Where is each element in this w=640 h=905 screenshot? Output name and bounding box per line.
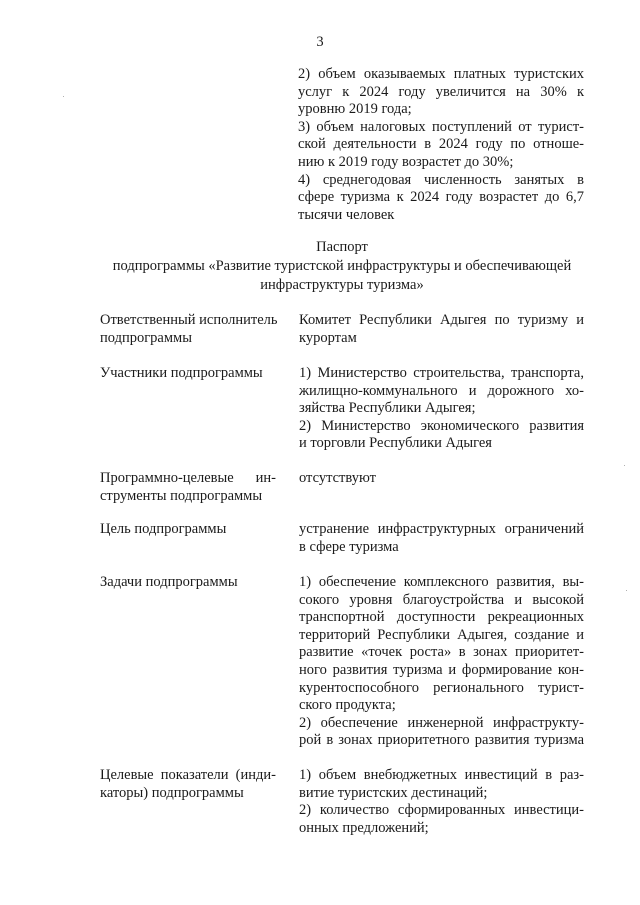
row-value bbox=[299, 767, 584, 837]
scan-speck bbox=[626, 590, 627, 591]
row-label-line: подпрограммы bbox=[100, 329, 192, 346]
heading-title: Паспорт bbox=[316, 239, 368, 255]
row-label-line: струменты подпрограммы bbox=[100, 487, 263, 504]
row-value-line: 2) Министерство экономического развития bbox=[299, 417, 584, 434]
row-value bbox=[299, 470, 584, 488]
row-value-line: и торговли Республики Адыгея bbox=[299, 435, 492, 452]
row-value-line: ного развития туризма и формирование кон- bbox=[299, 661, 584, 678]
intro-line: 3) объем налоговых поступлений от турист- bbox=[298, 118, 584, 135]
row-value-line: 1) объем внебюджетных инвестиций в раз- bbox=[299, 767, 584, 783]
page-number: 3 bbox=[316, 34, 324, 50]
scan-speck bbox=[624, 465, 625, 466]
row-value-line: транспортной доступности рекреационных bbox=[299, 609, 584, 626]
row-value-line: территорий Республики Адыгея, создание и bbox=[299, 626, 584, 643]
row-label-line: Участники подпрограммы bbox=[100, 365, 263, 381]
intro-line: 4) среднегодовая численность занятых в bbox=[298, 171, 584, 188]
passport-heading bbox=[100, 238, 584, 295]
row-value-line: зяйства Республики Адыгея; bbox=[299, 400, 476, 417]
intro-line: услуг к 2024 году увеличится на 30% к bbox=[298, 83, 584, 100]
row-value-line: отсутствуют bbox=[299, 470, 376, 486]
row-value-line: рой в зонах приоритетного развития туризма bbox=[299, 732, 584, 749]
row-label-line: Целевые показатели (инди- bbox=[100, 767, 276, 783]
row-value bbox=[299, 521, 584, 556]
row-label bbox=[100, 312, 276, 347]
row-value-line: устранение инфраструктурных ограничений bbox=[299, 521, 584, 537]
heading-subtitle-line: инфраструктуры туризма» bbox=[260, 277, 424, 293]
row-value-line: ского продукта; bbox=[299, 697, 396, 714]
row-value-line: курентоспособного регионального турист- bbox=[299, 679, 584, 696]
row-value-line: 2) количество сформированных инвестици- bbox=[299, 802, 584, 819]
row-label-line: Цель подпрограммы bbox=[100, 521, 227, 537]
row-value-line: 1) Министерство строительства, транспорта, bbox=[299, 365, 584, 381]
row-value-line: 1) обеспечение комплексного развития, вы- bbox=[299, 574, 584, 590]
row-label-line: каторы) подпрограммы bbox=[100, 784, 244, 801]
row-value-line: развитие «точек роста» в зонах приоритет- bbox=[299, 644, 584, 661]
intro-line: уровню 2019 года; bbox=[298, 101, 412, 118]
intro-line: тысячи человек bbox=[298, 206, 395, 223]
row-value bbox=[299, 365, 584, 453]
row-label bbox=[100, 365, 276, 383]
intro-line: 2) объем оказываемых платных туристских bbox=[298, 66, 584, 82]
row-value-line: сокого уровня благоустройства и высокой bbox=[299, 591, 584, 608]
row-value-line: 2) обеспечение инженерной инфраструкту- bbox=[299, 714, 584, 731]
row-value bbox=[299, 312, 584, 347]
row-value bbox=[299, 574, 584, 750]
intro-line: нию к 2019 году возрастет до 30%; bbox=[298, 153, 514, 170]
row-label-line: Программно-целевые ин- bbox=[100, 470, 276, 486]
row-value-line: витие туристских дестинаций; bbox=[299, 784, 488, 801]
row-label-line: Ответственный исполнитель bbox=[100, 312, 278, 328]
scan-speck bbox=[63, 96, 64, 97]
row-value-line: жилищно-коммунального и дорожного хо- bbox=[299, 382, 584, 399]
row-label bbox=[100, 767, 276, 802]
row-value-line: Комитет Республики Адыгея по туризму и bbox=[299, 312, 584, 328]
intro-paragraph bbox=[298, 66, 584, 224]
row-label bbox=[100, 521, 276, 539]
row-label bbox=[100, 470, 276, 505]
heading-subtitle-line: подпрограммы «Развитие туристской инфраструктуры и обеспечивающей bbox=[112, 258, 572, 274]
row-value-line: онных предложений; bbox=[299, 819, 429, 836]
row-value-line: в сфере туризма bbox=[299, 538, 399, 555]
row-value-line: курортам bbox=[299, 329, 357, 346]
intro-line: сфере туризма к 2024 году возрастет до 6,7 bbox=[298, 189, 584, 206]
intro-line: ской деятельности в 2024 году по отноше- bbox=[298, 136, 584, 153]
row-label-line: Задачи подпрограммы bbox=[100, 574, 238, 590]
row-label bbox=[100, 574, 276, 592]
